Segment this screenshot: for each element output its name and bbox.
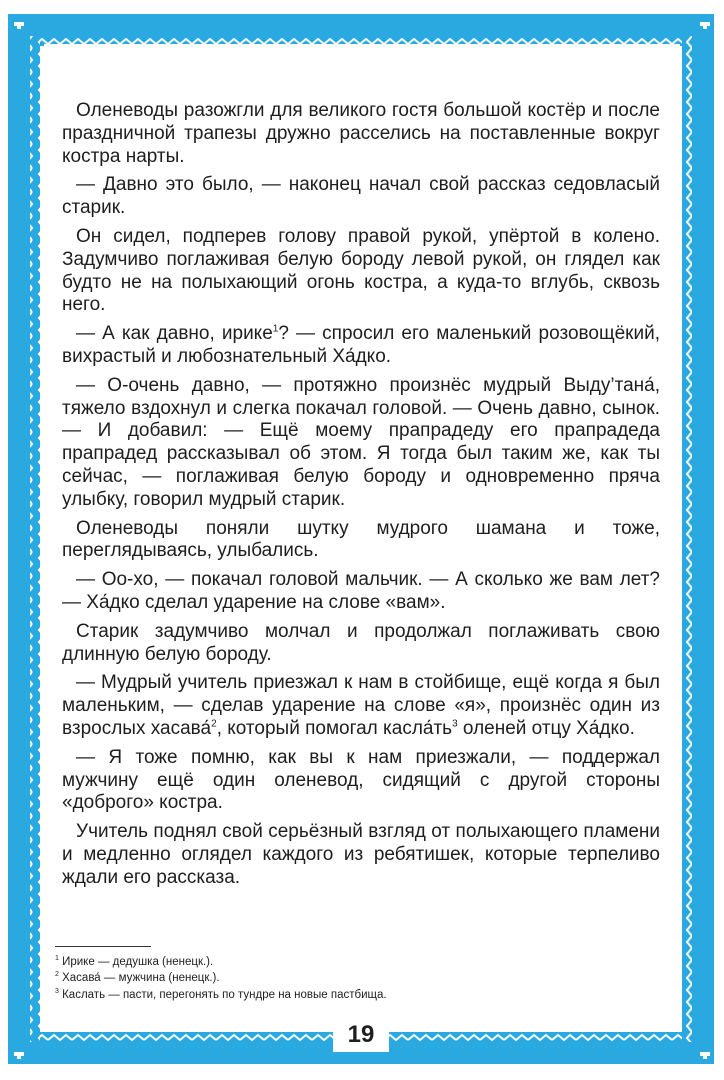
footnote-number: 1	[55, 955, 59, 963]
paragraph-text: — А как давно, ирике	[76, 323, 273, 345]
paragraph: — Давно это было, — наконец начал свой рассказ седовласый старик.	[62, 174, 660, 219]
footnote-number: 3	[55, 987, 59, 995]
story-text	[62, 100, 660, 896]
paragraph: Оленеводы разожгли для великого гостя большой костёр и после праздничной трапезы дружно расселись на поставленные вокруг костра нарты.	[62, 100, 660, 167]
paragraph-text: ? — спросил его маленький розовощёкий, вихрастый и любознательный Ха́дко.	[62, 323, 660, 367]
footnote-text: Ирике — дедушка (ненецк.).	[58, 956, 214, 968]
footnote-number: 2	[55, 971, 59, 979]
paragraph: Учитель поднял свой серьёзный взгляд от полыхающего пламени и медленно оглядел каждого из ребятишек, которые терпеливо ждали его рассказа.	[62, 821, 660, 888]
paragraph-text: оленей отцу Ха́дко.	[457, 717, 635, 739]
paragraph: — Оо-хо, — покачал головой мальчик. — А сколько же вам лет? — Ха́дко сделал ударение на слове «вам».	[62, 569, 660, 613]
footnote-ref: 2	[211, 718, 217, 730]
footnote-text: Каслать — пасти, перегонять по тундре на новые пастбища.	[58, 988, 387, 1001]
footnote-ref: 1	[272, 323, 279, 335]
footnote	[55, 954, 615, 970]
paragraph: — О-очень давно, — протяжно произнёс мудрый Выду’тана́, тяжело вздохнул и слегка покачал головой. — Очень давно, сынок. — И добавил: — Ещё моему прапрадеду его прапрадеда прапрадед рассказывал об этом. Я тогда был таким же, как ты сейчас, — поглаживая белую бороду и одновременно пряча улыбку, говорил мудрый старик.	[62, 374, 660, 510]
paragraph	[62, 323, 660, 369]
footnote	[55, 987, 615, 1003]
paragraph: Старик задумчиво молчал и продолжал поглаживать свою длинную белую бороду.	[62, 620, 660, 665]
paragraph: — Я тоже помню, как вы к нам приезжали, — поддержал мужчину ещё один оленевод, сидящий с другой стороны «доброго» костра.	[62, 746, 660, 814]
paragraph-text: — Мудрый учитель приезжал к нам в стойбище, ещё когда я был маленьким, — сделав ударение на слове «я», произнёс один из взрослых хасава́	[62, 672, 660, 739]
paragraph: Он сидел, подперев голову правой рукой, упёртой в колено. Задумчиво поглаживая белую бороду левой рукой, он глядел как будто не на полыхающий огонь костра, а куда-то вглубь, сквозь него.	[62, 225, 660, 316]
footnote	[55, 970, 615, 986]
footnote-divider	[55, 946, 151, 947]
footnotes	[55, 954, 615, 1003]
footnote-ref: 3	[452, 718, 458, 730]
page-number: 19	[333, 1018, 389, 1052]
footnote-text: Хасава́ — мужчина (ненецк.).	[58, 972, 220, 985]
paragraph: Оленеводы поняли шутку мудрого шамана и тоже, переглядываясь, улыбались.	[62, 517, 660, 562]
paragraph	[62, 672, 660, 740]
paragraph-text: , который помогал касла́ть	[216, 717, 453, 739]
